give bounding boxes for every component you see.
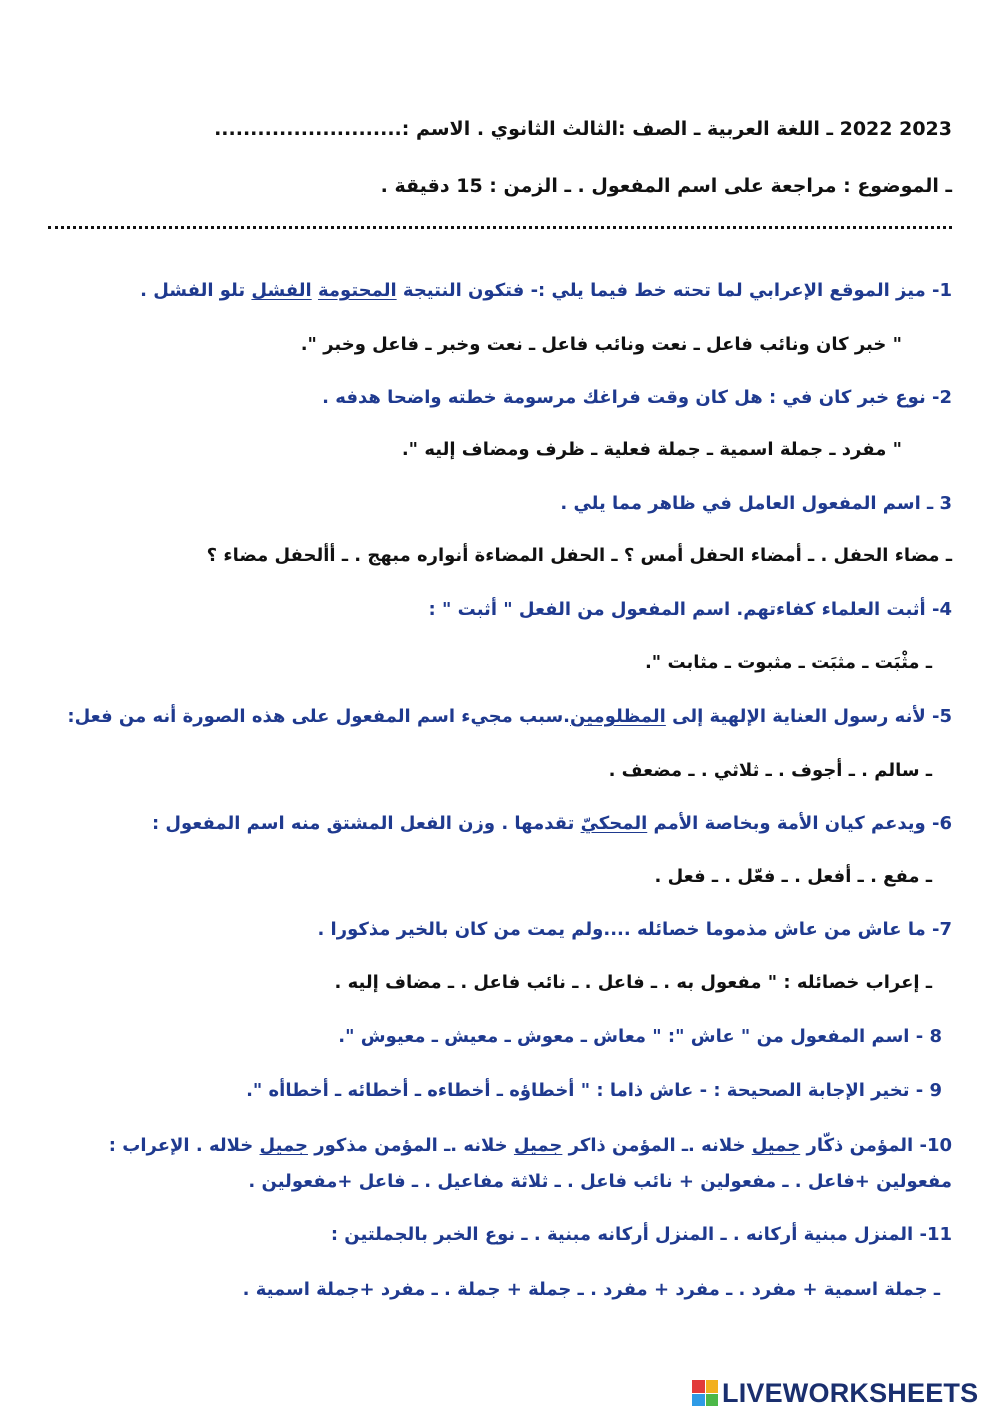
question-10-options: مفعولين +فاعل . ـ مفعولين + نائب فاعل . ـ ثلاثة مفاعيل . ـ فاعل +مفعولين . <box>248 1171 952 1192</box>
question-11-options: ـ جملة اسمية + مفرد . ـ مفرد + مفرد . ـ جملة + جملة . ـ مفرد +جملة اسمية . <box>242 1279 940 1300</box>
question-4: 4- أثبت العلماء كفاءتهم. اسم المفعول من الفعل " أثبت " : <box>428 599 952 620</box>
question-6 <box>40 811 952 837</box>
question-10-text: 10- المؤمن ذكّار <box>800 1135 952 1156</box>
question-4-options: ـ مثْبَت ـ مثبَت ـ مثبوت ـ مثابت ". <box>644 652 932 673</box>
question-5-options: ـ سالم . ـ أجوف . ـ ثلاثي . ـ مضعف . <box>608 760 932 781</box>
question-6-options: ـ مفع . ـ أفعل . ـ فعّل . ـ فعل . <box>654 866 932 887</box>
question-6-text: 6- ويدعم كيان الأمة وبخاصة الأمم <box>647 813 952 834</box>
question-1-text: 1- ميز الموقع الإعرابي لما تحته خط فيما يلي :- فتكون النتيجة <box>396 280 952 301</box>
question-2-options: " مفرد ـ جملة اسمية ـ جملة فعلية ـ ظرف ومضاف إليه ". <box>401 439 902 460</box>
underlined-word: جميل <box>259 1135 308 1156</box>
underlined-word: الفشل <box>251 280 312 301</box>
question-8: 8 - اسم المفعول من " عاش ": " معاش ـ معوش ـ معيش ـ معيوش ". <box>338 1026 942 1047</box>
question-5-text: 5- لأنه رسول العناية الإلهية إلى <box>665 706 952 727</box>
underlined-word: المحكيّ <box>580 813 648 834</box>
question-2: 2- نوع خبر كان في : هل كان وقت فراغك مرسومة خطته واضحا هدفه . <box>322 387 952 408</box>
question-7-options: ـ إعراب خصائله : " مفعول به . ـ فاعل . ـ نائب فاعل . ـ مضاف إليه . <box>334 972 932 993</box>
question-10-tail: خلاله . الإعراب : <box>108 1135 260 1156</box>
question-5-tail: .سبب مجيء اسم المفعول على هذه الصورة أنه من فعل: <box>67 706 570 727</box>
question-3: 3 ـ اسم المفعول العامل في ظاهر مما يلي . <box>560 493 952 514</box>
liveworksheets-logo <box>692 1377 978 1409</box>
logo-blocks-icon <box>692 1380 718 1406</box>
underlined-word: المحتومة <box>317 280 397 301</box>
header-line-2: ـ الموضوع : مراجعة على اسم المفعول . ـ الزمن : 15 دقيقة . <box>380 175 952 197</box>
question-7: 7- ما عاش من عاش مذموما خصائله ....ولم يمت من كان بالخير مذكورا . <box>317 919 952 940</box>
header-line-1: 2023 2022 ـ اللغة العربية ـ الصف :الثالث الثانوي . الاسم :.......................... <box>214 118 952 140</box>
question-5 <box>40 704 952 730</box>
question-10-text: خلانه .ـ المؤمن ذاكر <box>562 1135 752 1156</box>
question-3-options: ـ مضاء الحفل . ـ أمضاء الحفل أمس ؟ ـ الحفل المضاءة أنواره مبهج . ـ أألحفل مضاء ؟ <box>206 545 952 566</box>
question-9: 9 - تخير الإجابة الصحيحة : - عاش ذاما : " أخطاؤه ـ أخطاءه ـ أخطائه ـ أخطاأه ". <box>246 1080 942 1101</box>
underlined-word: جميل <box>751 1135 801 1156</box>
question-6-tail: تقدمها . وزن الفعل المشتق منه اسم المفعول : <box>151 813 581 834</box>
underlined-word: المظلومين <box>570 706 666 727</box>
question-10 <box>40 1133 952 1159</box>
question-1 <box>40 278 952 304</box>
question-1-tail: تلو الفشل . <box>140 280 252 301</box>
question-1-options: " خبر كان ونائب فاعل ـ نعت ونائب فاعل ـ نعت وخبر ـ فاعل وخبر ". <box>300 334 902 355</box>
question-10-text: خلانه .ـ المؤمن مذكور <box>308 1135 514 1156</box>
question-11: 11- المنزل مبنية أركانه . ـ المنزل أركانه مبنية . ـ نوع الخبر بالجملتين : <box>330 1224 952 1245</box>
dotted-separator <box>48 226 952 233</box>
brand-name: LIVEWORKSHEETS <box>722 1377 979 1408</box>
underlined-word: جميل <box>513 1135 563 1156</box>
